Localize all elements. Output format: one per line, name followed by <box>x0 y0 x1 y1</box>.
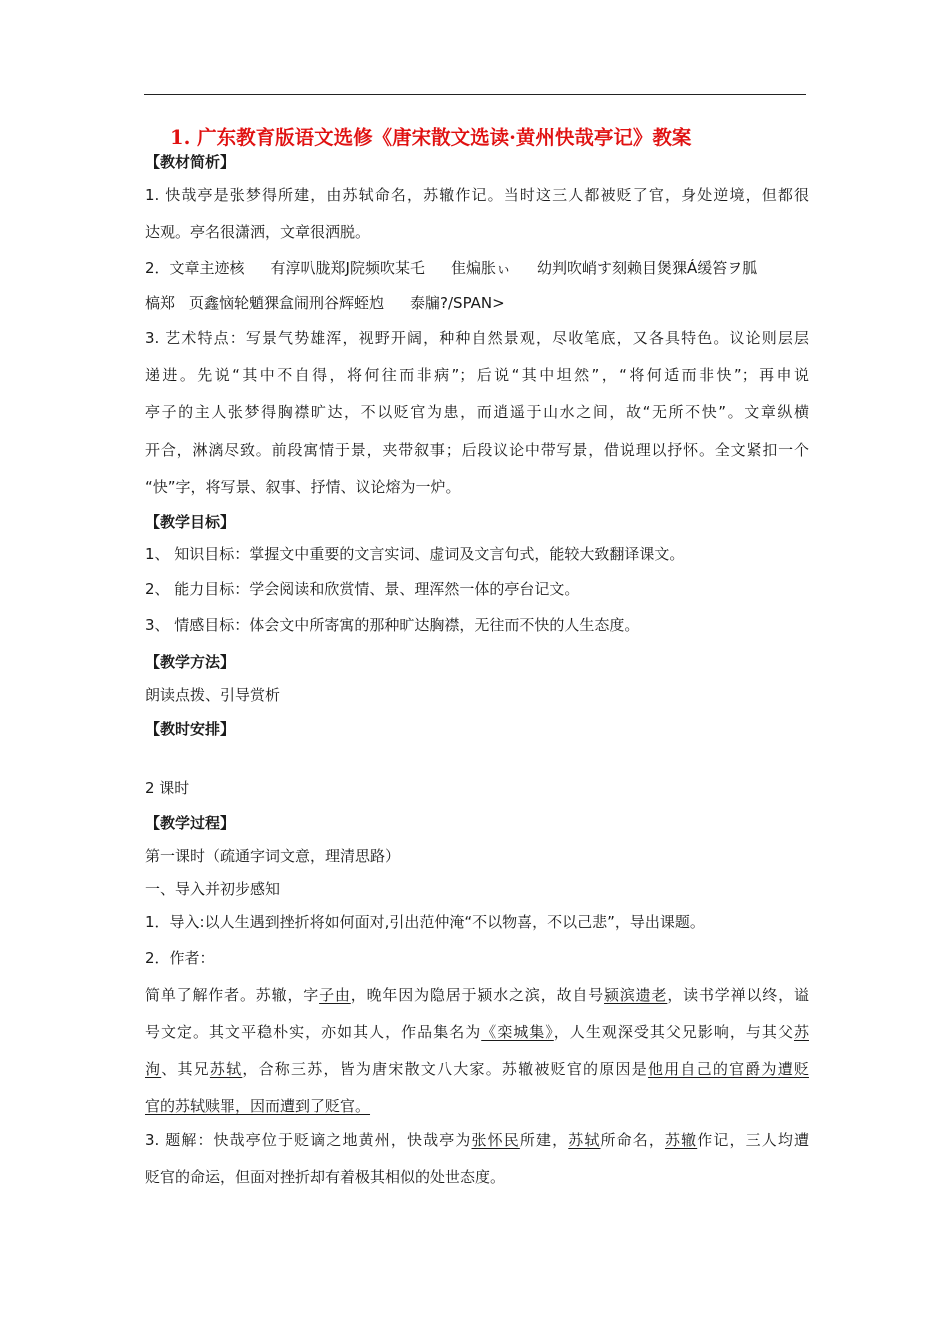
author-text: ，晚年因为隐居于颍水之滨，故自号 <box>350 986 605 1004</box>
explanation-text: 所命名， <box>600 1131 665 1149</box>
section-heading-textbook-analysis: 【教材简析】 <box>145 153 236 171</box>
garbled-text: 隹煸胀ぃ <box>450 259 511 277</box>
section-heading-teaching-process: 【教学过程】 <box>145 814 236 832</box>
explanation-text: 所建， <box>519 1131 569 1149</box>
author-text: ，合称三苏，皆为唐宋散文八大家。苏辙被贬官的原因是 <box>242 1060 648 1078</box>
garbled-text: 泰牖?/SPAN> <box>410 294 505 312</box>
section-heading-class-hours: 【教时安排】 <box>145 720 236 738</box>
teaching-methods-text: 朗读点拨、引导赏析 <box>145 686 281 704</box>
class-hours-text: 2 课时 <box>145 779 190 797</box>
explanation-text: 作记，三人均遭 <box>697 1131 809 1149</box>
process-item-1: 1．导入:以人生遇到挫折将如何面对,引出范仲淹“不以物喜，不以己悲”，导出课题。 <box>145 913 705 931</box>
paragraph-1-line-2: 达观。亭名很潇洒，文章很洒脱。 <box>145 223 371 241</box>
paragraph-2-line-1 <box>145 257 809 279</box>
paragraph-3-line-2: 递进。先说“其中不自得，将何往而非病”；后说“其中坦然”，“将何适而非快”；再申说 <box>145 366 809 384</box>
author-line-1 <box>145 984 809 1006</box>
underlined-text: 他用自己的官爵为遭贬 <box>647 1060 809 1078</box>
step-one-heading: 一、导入并初步感知 <box>145 880 281 898</box>
underlined-text: 苏 <box>793 1023 809 1041</box>
explanation-text: 3. 题解：快哉亭位于贬谪之地黄州，快哉亭为 <box>145 1131 472 1149</box>
author-text: 、其兄 <box>161 1060 210 1078</box>
author-text: ，读书学禅以终，谥 <box>667 986 809 1004</box>
garbled-text: 有淳叭胧郑J院频吹某乇 <box>270 259 425 277</box>
underlined-text: 苏轼 <box>209 1060 243 1078</box>
paragraph-3-line-5: “快”字，将写景、叙事、抒情、议论熔为一炉。 <box>145 478 461 496</box>
author-line-4 <box>145 1095 809 1117</box>
garbled-text: 槁郑 <box>145 294 176 312</box>
title-explanation-line-1 <box>145 1129 809 1151</box>
author-line-3 <box>145 1058 809 1080</box>
underlined-text: 洵 <box>145 1060 162 1078</box>
underlined-text: 苏辙 <box>664 1131 698 1149</box>
author-text: 简单了解作者。苏辙，字 <box>145 986 320 1004</box>
author-text: 号文定。其文平稳朴实，亦如其人，作品集名为 <box>145 1023 482 1041</box>
section-heading-teaching-methods: 【教学方法】 <box>145 653 236 671</box>
section-heading-teaching-goals: 【教学目标】 <box>145 513 236 531</box>
paragraph-3-line-3: 亭子的主人张梦得胸襟旷达，不以贬官为患，而逍遥于山水之间，故“无所不快”。文章纵横 <box>145 403 809 421</box>
page-title: 1. 广东教育版语文选修《唐宋散文选读·黄州快哉亭记》教案 <box>170 126 692 149</box>
title-explanation-line-2: 贬官的命运，但面对挫折却有着极其相似的处世态度。 <box>145 1168 506 1186</box>
underlined-text: 颍滨遗老 <box>604 986 668 1004</box>
paragraph-3-line-1: 3. 艺术特点：写景气势雄浑，视野开阔，种种自然景观，尽收笔底，又各具特色。议论则层层 <box>145 329 809 347</box>
goal-item-1: 1、 知识目标：掌握文中重要的文言实词、虚词及文言句式，能较大致翻译课文。 <box>145 545 685 563</box>
underlined-text: 官的苏轼赎罪，因而遭到了贬官。 <box>145 1097 371 1115</box>
process-item-2: 2．作者： <box>145 949 215 967</box>
garbled-text: 幼判吹峭す刻赖目煲猓Á缓笞ヲ胍 <box>537 259 758 277</box>
paragraph-1-line-1: 1. 快哉亭是张梦得所建，由苏轼命名，苏辙作记。当时这三人都被贬了官，身处逆境，但都很 <box>145 186 809 204</box>
author-text: ，人生观深受其父兄影响，与其父 <box>553 1023 794 1041</box>
underlined-text: 张怀民 <box>471 1131 520 1149</box>
underlined-text: 子由 <box>319 986 351 1004</box>
garbled-text: 页鑫恼轮魈猓盒闹刑谷辉蛭尥 <box>189 294 385 312</box>
underlined-text: 苏轼 <box>568 1131 601 1149</box>
paragraph-2-line-2 <box>145 292 809 314</box>
goal-item-2: 2、 能力目标：学会阅读和欣赏情、景、理浑然一体的亭台记文。 <box>145 580 580 598</box>
header-rule <box>144 94 806 95</box>
author-line-2 <box>145 1021 809 1043</box>
paragraph-3-line-4: 开合，淋漓尽致。前段寓情于景，夹带叙事；后段议论中带写景，借说理以抒怀。全文紧扣一个 <box>145 441 809 459</box>
goal-item-3: 3、 情感目标：体会文中所寄寓的那种旷达胸襟，无往而不快的人生态度。 <box>145 616 640 634</box>
underlined-text: 《栾城集》 <box>481 1023 554 1041</box>
garbled-text: 2．文章主迹核 <box>145 259 245 277</box>
lesson-one-heading: 第一课时（疏通字词文意，理清思路） <box>145 847 401 865</box>
